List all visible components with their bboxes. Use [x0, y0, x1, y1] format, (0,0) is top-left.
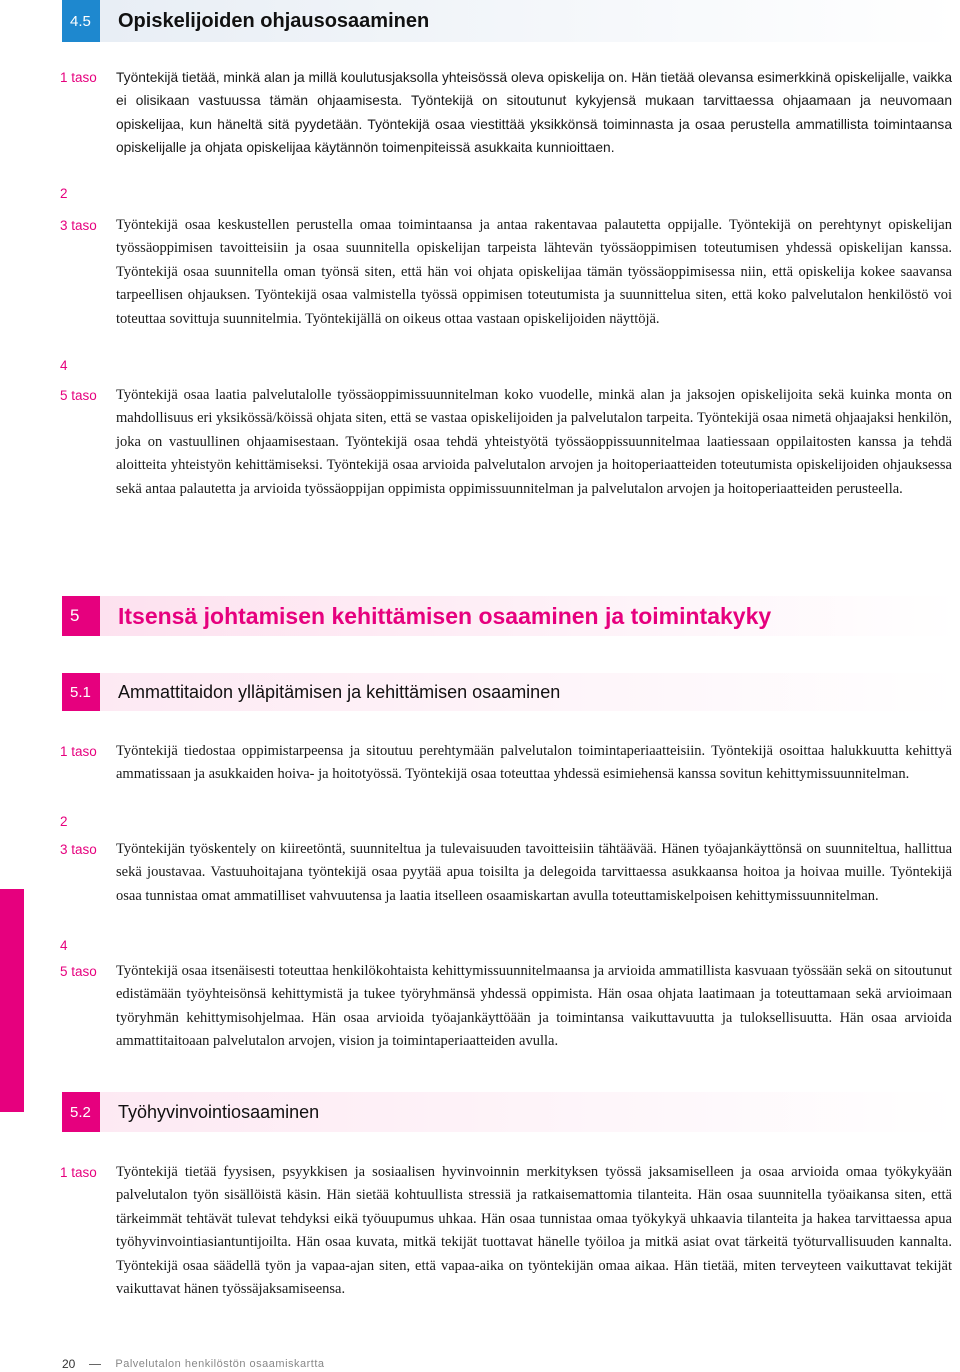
section-5-1-header [62, 673, 958, 711]
section-number: 5 [62, 596, 100, 636]
section-title: Opiskelijoiden ohjausosaaminen [118, 9, 430, 32]
level-label: 1 taso [60, 1165, 97, 1180]
section-5-header [62, 596, 958, 636]
level-text: Työntekijä osaa laatia palvelutalolle työssäoppimissuunnitelman koko vuodelle, minkä alan ja jaksojen opiskelijoita sekä kuinka monta on mahdollisuus eri yksikössä/köissä ohjata siten, että se vastaa opiskelijoiden ja palvelutalon tarpeita. Työntekijä osaa nimetä ohjaajaksi henkilön, joka on vastuullinen ohjaamisestaan. Työntekijä osaa tehdä yhteistyötä työssäoppissuunnitelmaa laatiessaan oppilaitosten kanssa ja tehdä aloitteita yhteistyön kehittämiseksi. Työntekijä osaa arvioida palvelutalon arvojen ja hoitoperiaatteiden toteutumista opiskelijoiden ohjauksessa sekä antaa palautetta ja arvioida työssäoppijan oppimista oppimissuunnitelman ja palvelutalon arvojen ja hoitoperiaatteiden perusteella. [116, 387, 952, 497]
level-text: Työntekijä tietää fyysisen, psyykkisen ja sosiaalisen hyvinvoinnin merkityksen työssä jaksamiselleen ja osaa arvioida omaa työkykyään palvelutalon työn sisällöistä käsin. Hän sietää kohtuullista stressiä ja ratkaisemattomia tilanteita. Hän osaa suunnitella työaikansa siten, että tärkeimmät tehtävät tulevat tehdyksi eikä työuupumus uhkaa. Hän osaa tunnistaa omaa työkykyä uhkaavia tilanteita ja hakea tarvittaessa apua työhyvinvointiasiantuntijoilta. Hän osaa kuvata, mitkä tekijät tuottavat hänelle työiloa ja mitkä asiat ovat tärkeitä työturvallisuuden kannalta. Työntekijä osaa säädellä työn ja vapaa-ajan siten, että vapaa-aika on työntekijän omaa aikaa. Hän tietää, miten terveyteen vaikuttavat tekijät vaikuttavat hänen työssäjaksamiseensa. [116, 1164, 952, 1298]
section-title-band [100, 596, 958, 636]
section-number: 5.2 [62, 1092, 100, 1132]
level-label: 5 taso [60, 964, 97, 979]
level-label: 3 taso [60, 842, 97, 857]
section-title: Itsensä johtamisen kehittämisen osaaminen ja toimintakyky [118, 602, 772, 629]
section-title: Ammattitaidon ylläpitämisen ja kehittämisen osaaminen [118, 681, 561, 702]
level-text: Työntekijän työskentely on kiireetöntä, suunniteltua ja tulevaisuuden tavoitteisiin tähtäävää. Hänen työajankäyttönsä on suunniteltua, hallittua sekä joustavaa. Vastuuhoitajana työntekijä osaa pyytää apua toisilta ja delegoida tarvittaessa asukkaansa hoitoa ja hoivaa muille. Työntekijä osaa tunnistaa omat ammatilliset vahvuutensa ja laatia itselleen osaamiskartan avulla toteuttamiskelpoisen kehittymissuunnitelman. [116, 841, 952, 904]
section-title-band [100, 673, 958, 711]
level-label: 1 taso [60, 70, 97, 85]
section-title-band [100, 1092, 958, 1132]
section-number: 4.5 [62, 0, 100, 42]
level-label: 2 [60, 814, 68, 829]
level-label: 2 [60, 186, 68, 201]
section-number: 5.1 [62, 673, 100, 711]
section-title: Työhyvinvointiosaaminen [118, 1101, 320, 1122]
section-title-band [100, 0, 958, 42]
level-label: 4 [60, 358, 68, 373]
page-footer [62, 1357, 325, 1371]
page-number: 20 [62, 1357, 76, 1371]
footer-divider [89, 1364, 101, 1365]
level-label: 5 taso [60, 388, 97, 403]
side-color-marker [0, 889, 24, 1112]
level-text: Työntekijä osaa keskustellen perustella omaa toimintaansa ja antaa rakentavaa palautetta oppijalle. Työntekijä on perehtynyt opiskelijan työssäoppimisen tavoitteisiin ja osaa suunnitella opiskelijan tarpeista lähtevän työssäoppimisen toteutumisen yhdessä opiskelijan kanssa. Työntekijä osaa suunnitella oman työnsä siten, että hän voi ohjata opiskelijaa tämän työssäoppimisessa niin, että opiskelija kokee saavansa tarpeellisen ohjauksen. Työntekijä osaa valmistella työssä oppimisen toteutumista ja suunnittelua siten, että koko palvelutalon henkilöstö voi toteuttaa sovittuja suunnitelmia. Työntekijällä on oikeus ottaa vastaan opiskelijoiden näyttöjä. [116, 217, 952, 327]
level-text: Työntekijä osaa itsenäisesti toteuttaa henkilökohtaista kehittymissuunnitelmaansa ja arvioida ammatillista kasvuaan työssään sekä on sitoutunut edistämään työyhteisönsä kehittymistä ja tukee työryhmänsä yhdessä oppimista. Hän osaa ohjata laatimaan ja toteuttamaan sekä arvioimaan työryhmän kehittymisohjelmaa. Hän osaa arvioida työajankäyttöään ja toimintansa vaikuttavuutta ja tuloksellisuutta. Hän osaa arvioida ammattitaitoaan palvelutalon arvojen, vision ja toimintaperiaatteiden avulla. [116, 963, 952, 1050]
section-5-2-header [62, 1092, 958, 1132]
level-label: 4 [60, 938, 68, 953]
level-label: 1 taso [60, 744, 97, 759]
level-text: Työntekijä tiedostaa oppimistarpeensa ja sitoutuu perehtymään palvelutalon toimintaperiaatteisiin. Työntekijä osoittaa halukkuutta kehittyä ammatissaan ja asukkaiden hoiva- ja hoitotyössä. Työntekijä osaa toteuttaa yhdessä esimiehensä kanssa sovitun kehittymissuunnitelman. [116, 743, 952, 783]
publication-title: Palvelutalon henkilöstön osaamiskartta [115, 1358, 325, 1370]
section-4-5-header [62, 0, 958, 42]
level-text: Työntekijä tietää, minkä alan ja millä koulutusjaksolla yhteisössä oleva opiskelija on. Hän tietää olevansa esimerkkinä opiskelijalle, vaikka ei olisikaan vastuussa tämän ohjaamisesta. Työntekijä on sitoutunut kykyjensä mukaan tarvittaessa ohjaamaan ja neuvomaan opiskelijaa, kun häneltä sitä pyydetään. Työntekijä osaa viestittää yksikkönsä toiminnasta ja osaa perustella ammatillista toimintaansa opiskelijalle ja ohjata opiskelijaa käytännön toimenpiteissä asukkaita kunnioittaen. [116, 70, 952, 156]
level-label: 3 taso [60, 218, 97, 233]
